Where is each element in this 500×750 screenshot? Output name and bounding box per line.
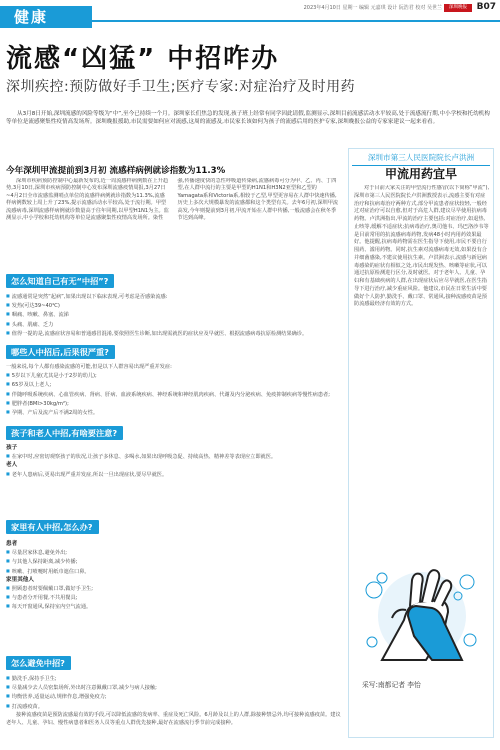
subheadline: 深圳疾控:预防做好手卫生;医疗专家:对症治疗及时用药 (6, 79, 356, 95)
list-item: ■ 发热(可达39~40℃) (6, 301, 341, 310)
section-title-high-risk: 哪些人中招后,后果很严重? (6, 345, 115, 359)
list-item: ■ 5岁以下儿童(尤其是小于2岁的幼儿); (6, 371, 341, 380)
list-item: ■ 肥胖者(BMI>30kg/m²); (6, 399, 341, 408)
sidebar-org: 深圳市第三人民医院院长卢洪洲 (352, 152, 490, 166)
list-item: ■ 尽量减少去人员密集场所,外出时注意佩戴口罩,减少与病人接触; (6, 683, 341, 692)
lead-title: 今年深圳甲流提前到3月初 流感样病例就诊指数为11.3% (6, 166, 226, 176)
list-item: ■ 与其他人保持距离,减少传播; (6, 557, 341, 566)
list-item: ■ 孕期、产后及流产后不满2周的女性。 (6, 408, 341, 417)
list-item: ■ 每天开窗通风,保持室内空气流通。 (6, 602, 341, 611)
section-body-family (6, 540, 341, 612)
newspaper-badge: 深圳晚报 (444, 4, 472, 12)
section-tab: 健康 (0, 6, 92, 28)
byline-credit: 采写:南都记者 李怡 (362, 681, 421, 689)
headline: 流感“凶猛” 中招咋办 (6, 44, 280, 74)
masthead (0, 0, 500, 28)
section-title-prevention: 怎么避免中招? (6, 656, 71, 670)
subheading-elderly: 老人 (6, 462, 18, 469)
sidebar-title: 甲流用药宜早 (384, 167, 457, 181)
subheading-family: 家里其他人 (6, 576, 34, 583)
list-item: ■ 咳嗽、打喷嚏时用纸巾遮住口鼻。 (6, 567, 341, 576)
lead-text: 深圳市疾病预防控制中心最新发布的,近一周流感样病例数在上升趋势,3月10日,深圳市疾病预防控制中心发布深圳流感疫情周报,3月27日~4月2日全市流感监测哨点单位的流感样病例就诊指数为11.3%,流感样病例数较上周上升了23%,提示流感活动水平较高,处于流行期。甲型流感病毒,深圳流感样病例就诊数量高于往年同期,以甲型H1N1为主。监测显示,中小学校和托幼机构等单位是流感聚集性疫情高发场所。染性强,传播速度快的急性呼吸道传染病,流感病毒可分为甲、乙、丙、丁四型,在人群中流行的主要是甲型的H1N1和H3N2亚型和乙型的Yamagata系和Victoria系,相较于乙型,甲型更容易在人群中快速传播,历史上多次大规模暴发的流感都和这个类型有关。去年6月初,深圳甲流高发,今年则提前到3月初,甲流开始在人群中传播,一般流感会在秋冬季节达到高峰。 (6, 178, 339, 222)
list-item: ■ 尽量居家休息,避免外出; (6, 548, 341, 557)
list-item: ■ 在家中时,应密切观察孩子的状况,让孩子多休息、多喝水,如果出现呼吸急促、持续高热、精神差等表现应立即就医。 (6, 452, 341, 461)
section-body-kids-elderly (6, 444, 341, 479)
prevention-note: 接种流感疫苗是预防流感最有效的手段,可以降低流感的发病率、重症及死亡风险。6月龄及以上的人群,除接种禁忌外,均可接种流感疫苗。建议老年人、儿童、孕妇、慢性病患者和医务人员等重点人群优先接种,最好在流感流行季节前完成接种。 (6, 711, 341, 727)
list-item: ■ 老年人患病后,更易出现严重并发症,所以一旦出现症状,要尽早就医。 (6, 470, 341, 479)
list-item: ■ 流感通常是突然“起病”,如果出现以下临床表现,可考虑是否感染流感: (6, 292, 341, 301)
list-item: ■ 咽痛、咳嗽、鼻塞、流涕 (6, 310, 341, 319)
hand-washing-icon (352, 560, 492, 672)
list-item: ■ 均衡营养,适量运动,规律作息,增强免疫力; (6, 692, 341, 701)
intro-paragraph: 从3月8日开始,深圳流感的风险等级为“中”,至今已持续一个月。深圳家长们焦急的发现,孩子班上经常有同学因此请假,监测显示,深圳目前流感活动水平较高,处于流感流行期,中小学校和托幼机构等单位是流感聚集性疫情高发场所。深圳晚报援助,市民需要如何应对流感,这周的流感及,市民家长该如何为孩子的流感后用的医护专家,深圳晚报公益的专家家建议一起来看看。 (6, 111, 490, 126)
list-item: ■ 照顾患者时要佩戴口罩,做好手卫生; (6, 584, 341, 593)
section-title-symptoms: 怎么知道自己有无“中招”? (6, 274, 114, 288)
section-body-prevention (6, 674, 341, 748)
sidebar-body: 对于目前大家关注的甲型流行性感冒(以下简称“甲流”),深圳市第三人民医院院长卢洪洲教授表示,流感主要有对症治疗和抗病毒治疗两种方式,部分甲流患者症状较轻,一般经过对症治疗可以自愈,但对于高危人群,建议尽早使用抗病毒药物。卢洪洲指出,甲流的治疗主要包括:对症治疗,如退热、止咳等,缓解不适症状;抗病毒治疗,奥司他韦、玛巴洛沙韦等是目前常用的抗流感病毒药物,发病48小时内用药效果最好。他提醒,抗病毒药物需在医生指导下使用,市民不要自行囤药、滥用药物。同时,抗生素对流感病毒无效,如果没有合并细菌感染,不建议使用抗生素。卢洪洲表示,流感与新冠病毒感染的症状有相似之处,市民出现发热、咳嗽等症状,可以通过抗原检测进行区分,及时就医。对于老年人、儿童、孕妇和有基础疾病的人群,在出现症状后应尽早就医,在医生指导下进行治疗,减少重症风险。他建议,市民在日常生活中要做好个人防护,勤洗手、戴口罩、常通风,接种流感疫苗是预防流感最经济有效的方式。 (354, 185, 490, 308)
section-body-symptoms (6, 292, 341, 338)
section-title-kids-elderly: 孩子和老人中招,有啥要注意? (6, 426, 123, 440)
list-item: ■ 勤洗手,保持手卫生; (6, 674, 341, 683)
subheading-patient: 患者 (6, 541, 18, 547)
hand-washing-illustration (352, 560, 492, 672)
list-item: ■ 伴随呼吸系统疾病、心血管疾病、肾病、肝病、血液系统疾病、神经系统和神经肌肉疾病、代谢及内分泌疾病、免疫抑制疾病等慢性病患者; (6, 390, 341, 399)
section-body-high-risk (6, 363, 341, 417)
list-item: ■ 与患者分开用餐,不共用餐具; (6, 593, 341, 602)
section-rule (92, 20, 500, 22)
list-item: ■ 打流感疫苗。 (6, 702, 341, 711)
list-item: ■ 65岁及以上老人; (6, 380, 341, 389)
dateline: 2023年4月10日 星期一 编辑 元嘉琪 设计 阮浩君 校对 吴世兰 (303, 5, 442, 11)
list-intro: 一般来说,每个人都有感染流感的可能,但是以下人群容易出现严重并发症: (6, 364, 172, 370)
section-title-family: 家里有人中招,怎么办? (6, 520, 99, 534)
subheading-kids: 孩子 (6, 445, 18, 451)
list-item: ■ 值得一提的是,流感症状容易和普通感冒混淆,要依照医生诊断,如出现需就医的症状应及早就医、根据流感病毒抗原检测结果确诊。 (6, 329, 341, 338)
list-item: ■ 头痛、肌痛、乏力 (6, 320, 341, 329)
page-number: B07 (476, 2, 496, 12)
